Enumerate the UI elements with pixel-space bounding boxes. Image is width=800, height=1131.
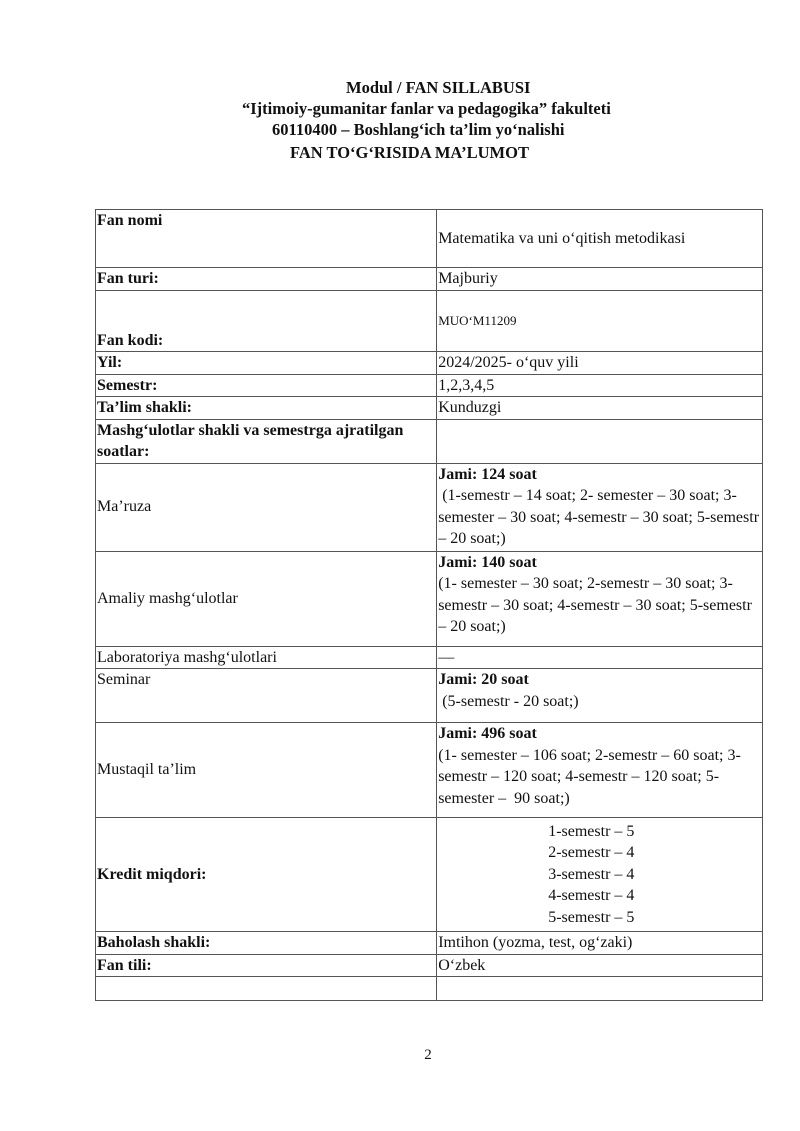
header-title: Modul / FAN SILLABUSI: [346, 78, 531, 97]
lab-label: Laboratoriya mashg‘ulotlari: [96, 646, 437, 669]
mustaqil-value: [437, 723, 763, 818]
maruza-value: [437, 463, 763, 551]
fan-turi-value: Majburiy: [437, 268, 763, 291]
table-row: [96, 932, 763, 955]
kredit-values: [437, 818, 763, 932]
fan-nomi-label: Fan nomi: [96, 210, 437, 268]
amaliy-detail: (1- semester – 30 soat; 2-semestr – 30 soat; 3-semestr – 30 soat; 4-semestr – 30 soat; 5-semestr – 20 soat;): [438, 575, 752, 635]
fan-turi-label: Fan turi:: [96, 268, 437, 291]
kredit-semestr-1: 1-semestr – 5: [548, 822, 635, 840]
kredit-label: Kredit miqdori:: [96, 818, 437, 932]
mustaqil-total: Jami: 496 soat: [438, 725, 537, 742]
maruza-detail: (1-semestr – 14 soat; 2- semester – 30 soat; 3- semester – 30 soat; 4-semestr – 30 soat; 5-semestr – 20 soat;): [438, 487, 764, 547]
table-row: [96, 210, 763, 268]
lab-value: —: [437, 646, 763, 669]
table-row: [96, 551, 763, 646]
fan-tili-value: O‘zbek: [437, 954, 763, 977]
amaliy-total: Jami: 140 soat: [438, 553, 537, 571]
maruza-label: Ma’ruza: [96, 463, 437, 551]
fan-tili-label: Fan tili:: [96, 954, 437, 977]
baholash-label: Baholash shakli:: [96, 932, 437, 955]
mustaqil-label: Mustaqil ta’lim: [96, 723, 437, 818]
seminar-total: Jami: 20 soat: [438, 671, 529, 688]
fan-nomi-value: Matematika va uni o‘qitish metodikasi: [437, 210, 763, 268]
table-row: [96, 646, 763, 669]
table-row: [96, 818, 763, 932]
table-row: [96, 463, 763, 551]
yil-value: 2024/2025- o‘quv yili: [437, 352, 763, 375]
maruza-total: Jami: 124 soat: [438, 465, 537, 483]
fan-kodi-label: Fan kodi:: [96, 291, 437, 352]
mashgulotlar-value: [437, 419, 763, 463]
amaliy-value: [437, 551, 763, 646]
table-row: [96, 352, 763, 375]
kredit-semestr-2: 2-semestr – 4: [548, 844, 635, 862]
kredit-semestr-4: 4-semestr – 4: [548, 887, 635, 905]
baholash-value: Imtihon (yozma, test, og‘zaki): [437, 932, 763, 955]
table-row: [96, 954, 763, 977]
kredit-semestr-3: 3-semestr – 4: [548, 865, 635, 883]
table-row: [96, 977, 763, 1001]
page-number: 2: [424, 1047, 432, 1063]
header-faculty: “Ijtimoiy-gumanitar fanlar va pedagogika” fakulteti: [242, 99, 611, 118]
kredit-semestr-5: 5-semestr – 5: [548, 908, 635, 926]
fan-kodi-value: MUO‘M11209: [437, 291, 763, 352]
table-row: [96, 291, 763, 352]
table-row: [96, 723, 763, 818]
course-info-table: [95, 209, 763, 1001]
header-subtitle: FAN TO‘G‘RISIDA MA’LUMOT: [290, 143, 529, 162]
amaliy-label: Amaliy mashg‘ulotlar: [96, 551, 437, 646]
table-row: [96, 397, 763, 420]
talim-shakli-label: Ta’lim shakli:: [96, 397, 437, 420]
table-row: [96, 669, 763, 723]
empty-cell: [96, 977, 437, 1001]
seminar-label: Seminar: [96, 669, 437, 723]
mashgulotlar-label: Mashg‘ulotlar shakli va semestrga ajratilgan soatlar:: [96, 419, 437, 463]
mustaqil-detail: (1- semester – 106 soat; 2-semestr – 60 soat; 3-semestr – 120 soat; 4-semestr – 120 soat; 5- semester – 90 soat;): [438, 746, 741, 807]
seminar-value: [437, 669, 763, 723]
semestr-label: Semestr:: [96, 374, 437, 397]
empty-cell: [437, 977, 763, 1001]
table-row: [96, 374, 763, 397]
table-row: [96, 419, 763, 463]
yil-label: Yil:: [96, 352, 437, 375]
table-row: [96, 268, 763, 291]
seminar-detail: (5-semestr - 20 soat;): [438, 692, 579, 710]
talim-shakli-value: Kunduzgi: [437, 397, 763, 420]
header-program: 60110400 – Boshlang‘ich ta’lim yo‘nalishi: [272, 120, 565, 139]
semestr-value: 1,2,3,4,5: [437, 374, 763, 397]
